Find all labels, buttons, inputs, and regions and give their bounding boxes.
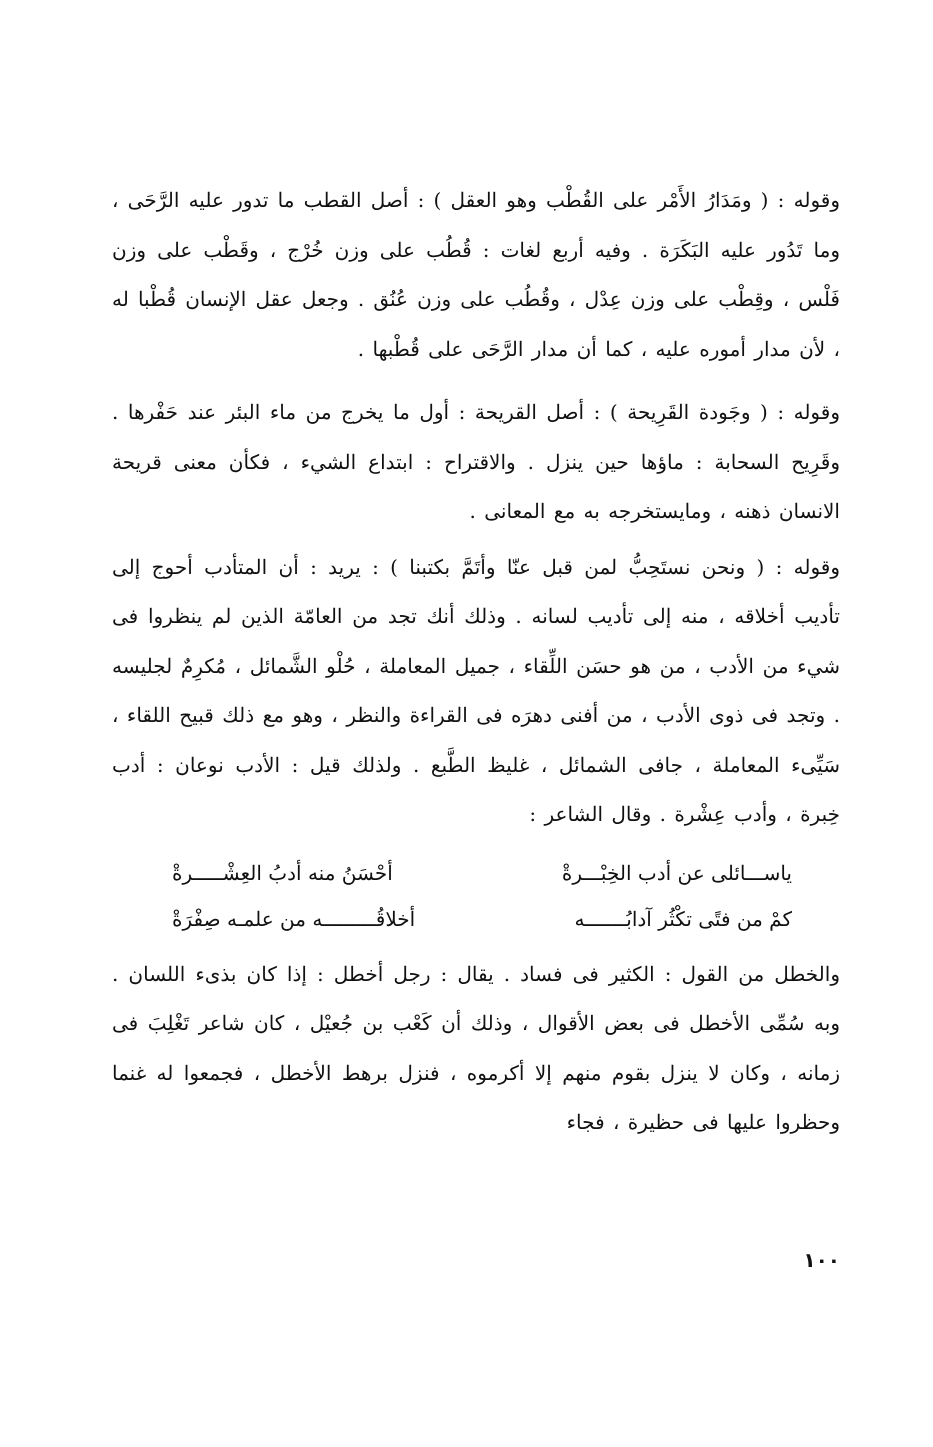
document-page bbox=[112, 176, 840, 1148]
verse-2-first-hemistich: كمْ من فتًى تكْثُر آدابُـــــــه bbox=[574, 906, 792, 931]
verse-1-second-hemistich: أحْسَنُ منه أدبُ العِشْـــــرةْ bbox=[172, 860, 393, 885]
paragraph-adab: وقوله : ( ونحن نستَحِبُّ لمن قبل عنّا وأتَمَّ بكتبنا ) : يريد : أن المتأدب أحوج إلى تأديب أخلاقه ، منه إلى تأديب لسانه . وذلك أنك تجد من العامّة الذين لم ينظروا فى شيء من الأدب ، من هو حسَن اللِّقاء ، جميل المعاملة ، حُلْو الشَّمائل ، مُكرِمٌ لجليسه . وتجد فى ذوى الأدب ، من أفنى دهرَه فى القراءة والنظر ، وهو مع ذلك قبيح اللقاء ، سَيِّىء المعاملة ، جافى الشمائل ، غليظ الطَّبع . ولذلك قيل : الأدب نوعان : أدب خِبرة ، وأدب عِشْرة . وقال الشاعر : bbox=[112, 554, 840, 826]
verse-line-1 bbox=[112, 850, 840, 896]
paragraph-khatal: والخطل من القول : الكثير فى فساد . يقال : رجل أخطل : إذا كان بذىء اللسان . وبه سُمِّى الأخطل فى بعض الأقوال ، وذلك أن كَعْب بن جُعيْل ، كان شاعر تَغْلِبَ فى زمانه ، وكان لا ينزل بقوم منهم إلا أكرموه ، فنزل برهط الأخطل ، فجمعوا له غنما وحظروا عليها فى حظيرة ، فجاء bbox=[112, 961, 840, 1134]
verse-2-second-hemistich: أخلاقُـــــــــه من علمـه صِفْرَةْ bbox=[172, 906, 416, 931]
verse-line-2 bbox=[112, 896, 840, 942]
paragraph-qariha: وقوله : ( وجَودة القَرِيحة ) : أصل القريحة : أول ما يخرج من ماء البئر عند حَفْرها . وقَرِيح السحابة : ماؤها حين ينزل . والاقتراح : ابتداع الشيء ، فكأن معنى قريحة الانسان ذهنه ، ومايستخرجه به مع المعانى . bbox=[112, 400, 840, 523]
page-number: ١٠٠ bbox=[803, 1248, 840, 1272]
paragraph-qutb: وقوله : ( ومَدَارُ الأَمْر على القُطْب وهو العقل ) : أصل القطب ما تدور عليه الرَّحَى ، وما تَدُور عليه البَكَرَة . وفيه أربع لغات : قُطُب على وزن خُرْج ، وقَطْب على وزن فَلْس ، وقِطْب على وزن عِدْل ، وقُطُب على وزن عُنُق . وجعل عقل الإنسان قُطْبا له ، لأن مدار أموره عليه ، كما أن مدار الرَّحَى على قُطْبها . bbox=[112, 188, 840, 361]
poem-verse bbox=[112, 850, 840, 942]
verse-1-first-hemistich: ياســـائلى عن أدب الخِبْـــرةْ bbox=[561, 860, 792, 885]
